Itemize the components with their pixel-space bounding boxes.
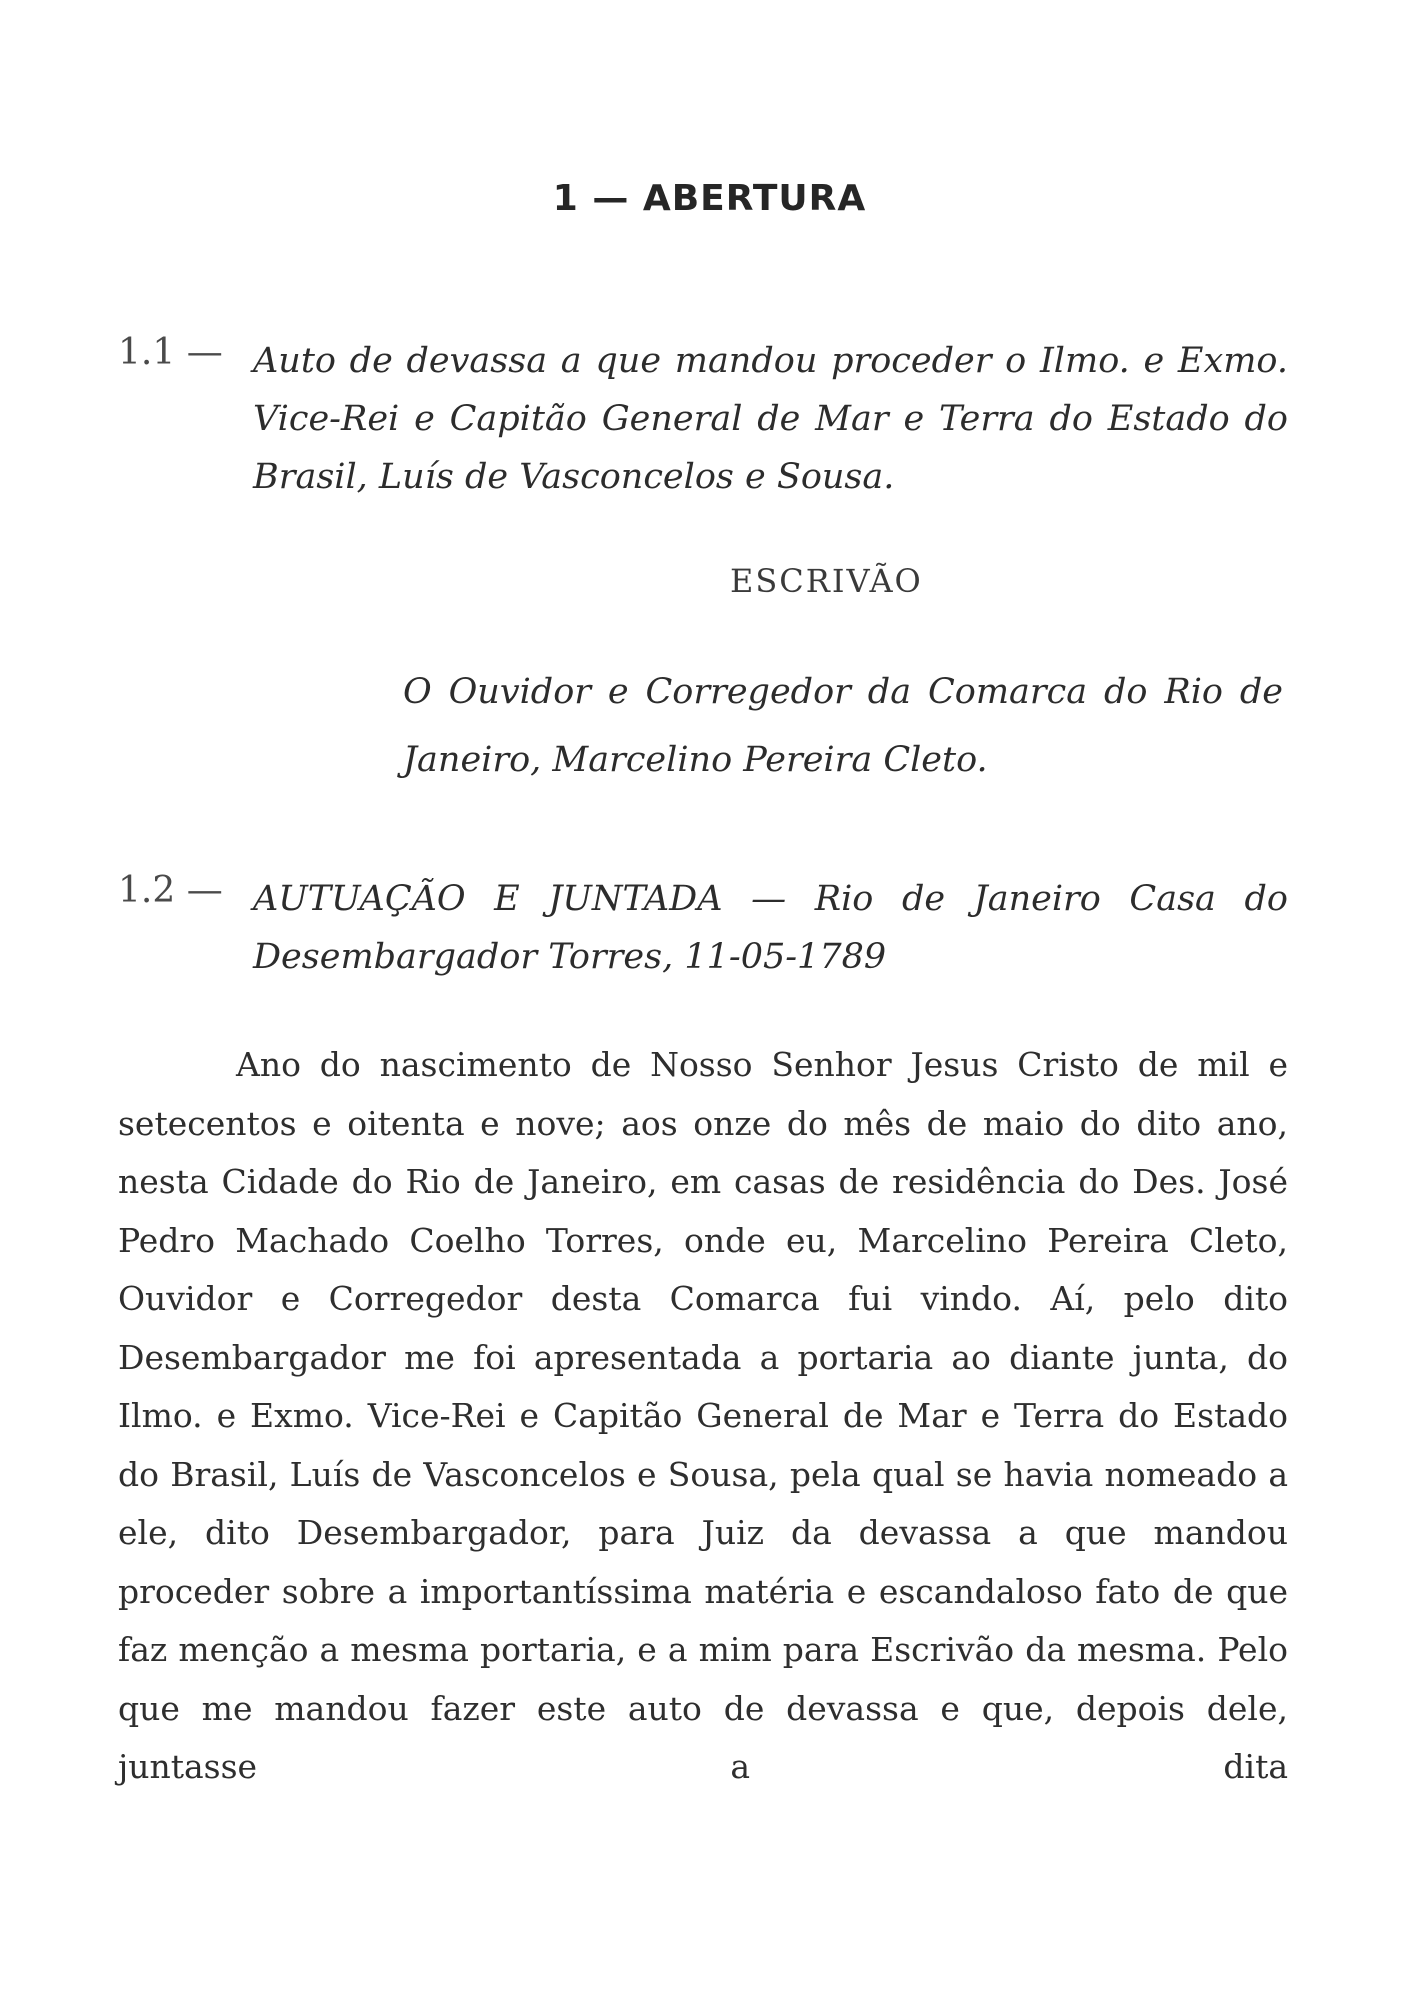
entry-number: 1.2 — bbox=[118, 870, 223, 911]
entry-title: Auto de devassa a que mandou proceder o Ilmo. e Exmo. Vice-Rei e Capitão General de Mar e Terra do Estado do Brasil, Luís de Vasconcelos e Sousa. bbox=[253, 341, 1288, 497]
body-paragraph: Ano do nascimento de Nosso Senhor Jesus Cristo de mil e setecentos e oitenta e nove; aos onze do mês de maio do dito ano, nesta Cidade do Rio de Janeiro, em casas de residência do Des. José Pedro Machado Coelho Torres, onde eu, Marcelino Pereira Cleto, Ouvidor e Corregedor desta Comarca fui vindo. Aí, pelo dito Desembargador me foi apresentada a portaria ao diante junta, do Ilmo. e Exmo. Vice-Rei e Capitão General de Mar e Terra do Estado do Brasil, Luís de Vasconcelos e Sousa, pela qual se havia nomeado a ele, dito Desembargador, para Juiz da devassa a que mandou proceder sobre a importantíssima matéria e escandaloso fato de que faz menção a mesma portaria, e a mim para Escrivão da mesma. Pelo que me mandou fazer este auto de devassa e que, depois dele, juntasse a dita bbox=[118, 1045, 1288, 1786]
role-label: ESCRIVÃO bbox=[730, 562, 923, 600]
entry-number: 1.1 — bbox=[118, 332, 223, 373]
section-heading: 1 — ABERTURA bbox=[552, 178, 867, 219]
role-holder: O Ouvidor e Corregedor da Comarca do Rio de Janeiro, Marcelino Pereira Cleto. bbox=[403, 672, 1283, 780]
entry-title: AUTUAÇÃO E JUNTADA — Rio de Janeiro Casa do Desembargador Torres, 11-05-1789 bbox=[253, 879, 1288, 977]
